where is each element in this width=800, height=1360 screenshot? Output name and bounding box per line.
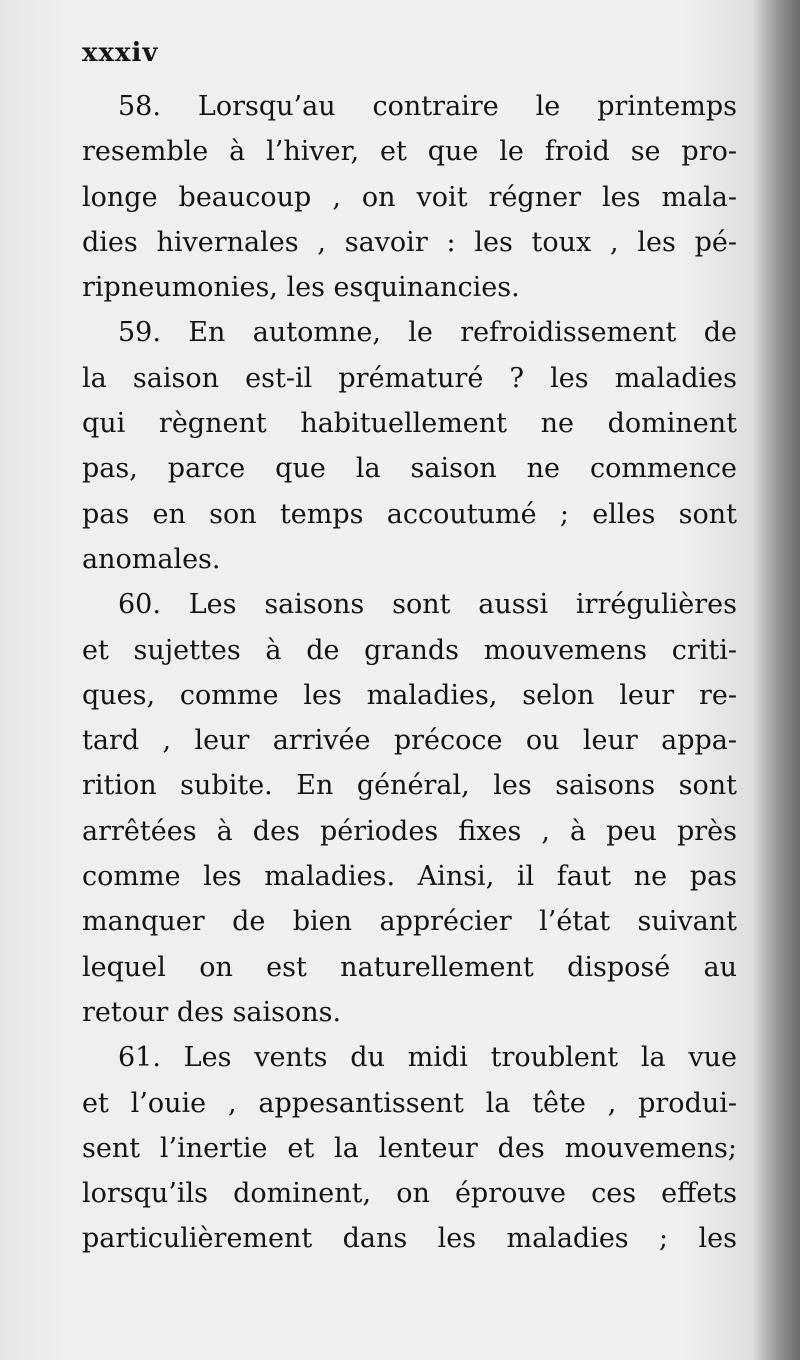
text-line: lequel on est naturellement disposé au [82, 951, 737, 983]
text-line: qui règnent habituellement ne dominent [82, 408, 737, 440]
text-line: resemble à l’hiver, et que le froid se pro- [82, 136, 737, 168]
text-line: ques, comme les maladies, selon leur re- [82, 679, 737, 711]
text-line: pas, parce que la saison ne commence [82, 453, 737, 485]
text-line: arrêtées à des périodes fixes , à peu près [82, 815, 737, 847]
text-line: ripneumonies, les esquinancies. [82, 272, 520, 304]
text-line: retour des saisons. [82, 996, 342, 1028]
text-line: lorsqu’ils dominent, on éprouve ces effets [82, 1178, 737, 1210]
body-text [82, 84, 737, 1262]
page-number: xxxiv [82, 38, 159, 68]
text-line: 58. Lorsqu’au contraire le printemps [118, 91, 737, 122]
text-line: la saison est-il prématuré ? les maladies [82, 362, 737, 394]
text-line: 61. Les vents du midi troublent la vue [118, 1042, 737, 1074]
text-line: et l’ouie , appesantissent la tête , produi- [82, 1087, 737, 1119]
text-line: anomales. [82, 543, 221, 575]
text-line: dies hivernales , savoir : les toux , les pé- [82, 226, 737, 258]
text-line: manquer de bien apprécier l’état suivant [82, 906, 737, 938]
text-line: sent l’inertie et la lenteur des mouvemens; [82, 1132, 737, 1164]
text-line: 59. En automne, le refroidissement de [118, 317, 737, 349]
text-line: 60. Les saisons sont aussi irrégulières [118, 589, 737, 621]
text-line: rition subite. En général, les saisons sont [82, 770, 737, 802]
text-line: longe beaucoup , on voit régner les mala- [82, 181, 737, 213]
text-line: tard , leur arrivée précoce ou leur appa- [82, 725, 737, 757]
text-line: comme les maladies. Ainsi, il faut ne pas [82, 861, 737, 893]
text-line: et sujettes à de grands mouvemens criti- [82, 634, 737, 666]
text-line: pas en son temps accoutumé ; elles sont [82, 498, 737, 530]
text-line: particulièrement dans les maladies ; les [82, 1223, 737, 1255]
